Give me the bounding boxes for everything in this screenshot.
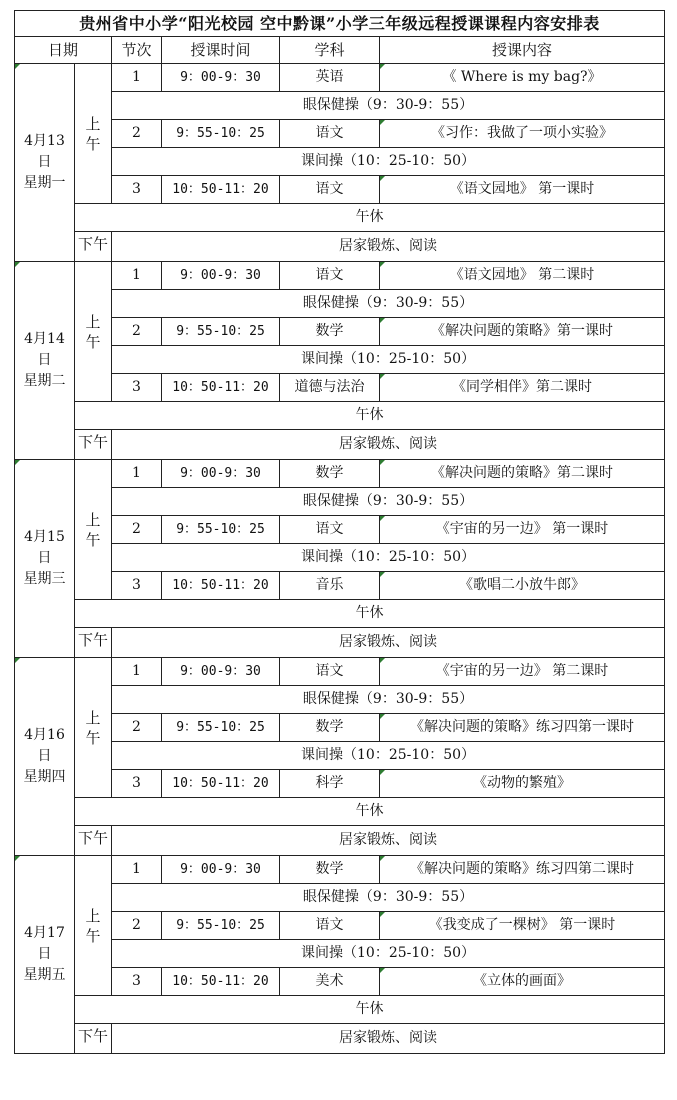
lesson-row — [15, 120, 665, 148]
period-number: 1 — [112, 856, 162, 884]
eye-exercise-row — [15, 290, 665, 318]
afternoon-activity: 居家锻炼、阅读 — [112, 1024, 665, 1054]
date-line: 日 — [37, 352, 52, 368]
date-line: 星期一 — [23, 175, 66, 191]
period-number: 1 — [112, 262, 162, 290]
lesson-content: 《动物的繁殖》 — [380, 770, 665, 798]
lesson-time: 9：55-10：25 — [162, 120, 280, 148]
afternoon-activity: 居家锻炼、阅读 — [112, 232, 665, 262]
afternoon-label: 下午 — [75, 1024, 112, 1054]
morning-label — [75, 460, 112, 600]
noon-rest-label: 午休 — [75, 402, 665, 430]
lesson-content: 《歌唱二小放牛郎》 — [380, 572, 665, 600]
afternoon-label: 下午 — [75, 628, 112, 658]
lesson-content: 《 Where is my bag?》 — [380, 64, 665, 92]
lesson-row — [15, 460, 665, 488]
eye-exercise-label: 眼保健操（9：30-9：55） — [112, 686, 665, 714]
lesson-row — [15, 658, 665, 686]
date-cell — [15, 460, 75, 658]
afternoon-activity: 居家锻炼、阅读 — [112, 628, 665, 658]
date-line: 4月14 — [24, 331, 65, 347]
lesson-content: 《解决问题的策略》练习四第二课时 — [380, 856, 665, 884]
noon-rest-label: 午休 — [75, 600, 665, 628]
eye-exercise-label: 眼保健操（9：30-9：55） — [112, 884, 665, 912]
morning-label — [75, 64, 112, 204]
lesson-subject: 数学 — [280, 714, 380, 742]
lesson-subject: 美术 — [280, 968, 380, 996]
date-line: 星期三 — [23, 571, 66, 587]
lesson-row — [15, 262, 665, 290]
morning-char: 午 — [85, 728, 101, 747]
date-cell — [15, 64, 75, 262]
lesson-subject: 语文 — [280, 516, 380, 544]
lesson-subject: 数学 — [280, 460, 380, 488]
date-cell — [15, 856, 75, 1054]
date-line: 日 — [37, 748, 52, 764]
lesson-time: 9：00-9：30 — [162, 64, 280, 92]
date-line: 星期四 — [23, 769, 66, 785]
lesson-time: 9：00-9：30 — [162, 658, 280, 686]
lesson-time: 9：00-9：30 — [162, 262, 280, 290]
lesson-row — [15, 176, 665, 204]
lesson-content: 《解决问题的策略》第二课时 — [380, 460, 665, 488]
lesson-row — [15, 770, 665, 798]
morning-char: 上 — [85, 114, 101, 133]
lesson-row — [15, 64, 665, 92]
eye-exercise-label: 眼保健操（9：30-9：55） — [112, 290, 665, 318]
eye-exercise-label: 眼保健操（9：30-9：55） — [112, 488, 665, 516]
noon-rest-row — [15, 402, 665, 430]
header-subject: 学科 — [280, 37, 380, 64]
lesson-content: 《语文园地》 第一课时 — [380, 176, 665, 204]
morning-label — [75, 658, 112, 798]
lesson-content: 《同学相伴》第二课时 — [380, 374, 665, 402]
date-cell — [15, 658, 75, 856]
lesson-subject: 道德与法治 — [280, 374, 380, 402]
lesson-time: 10：50-11：20 — [162, 572, 280, 600]
date-line: 星期二 — [23, 373, 66, 389]
break-exercise-label: 课间操（10：25-10：50） — [112, 544, 665, 572]
lesson-subject: 语文 — [280, 912, 380, 940]
afternoon-row — [15, 826, 665, 856]
break-exercise-row — [15, 346, 665, 374]
header-content: 授课内容 — [380, 37, 665, 64]
period-number: 3 — [112, 374, 162, 402]
lesson-row — [15, 856, 665, 884]
noon-rest-row — [15, 798, 665, 826]
lesson-subject: 英语 — [280, 64, 380, 92]
morning-label — [75, 262, 112, 402]
lesson-time: 10：50-11：20 — [162, 770, 280, 798]
afternoon-label: 下午 — [75, 826, 112, 856]
morning-char: 午 — [85, 134, 101, 153]
break-exercise-row — [15, 544, 665, 572]
morning-char: 午 — [85, 332, 101, 351]
noon-rest-label: 午休 — [75, 204, 665, 232]
eye-exercise-row — [15, 686, 665, 714]
header-time: 授课时间 — [162, 37, 280, 64]
period-number: 2 — [112, 318, 162, 346]
morning-char: 上 — [85, 312, 101, 331]
date-line: 4月16 — [24, 727, 65, 743]
period-number: 3 — [112, 968, 162, 996]
lesson-subject: 音乐 — [280, 572, 380, 600]
lesson-row — [15, 968, 665, 996]
morning-label — [75, 856, 112, 996]
lesson-content: 《解决问题的策略》练习四第一课时 — [380, 714, 665, 742]
morning-char: 午 — [85, 530, 101, 549]
morning-char: 上 — [85, 708, 101, 727]
lesson-subject: 数学 — [280, 856, 380, 884]
lesson-time: 9：55-10：25 — [162, 714, 280, 742]
date-cell — [15, 262, 75, 460]
eye-exercise-row — [15, 884, 665, 912]
afternoon-row — [15, 628, 665, 658]
date-line: 4月13 — [24, 133, 65, 149]
lesson-time: 9：55-10：25 — [162, 516, 280, 544]
morning-char: 午 — [85, 926, 101, 945]
period-number: 2 — [112, 714, 162, 742]
lesson-content: 《解决问题的策略》第一课时 — [380, 318, 665, 346]
lesson-time: 10：50-11：20 — [162, 968, 280, 996]
lesson-row — [15, 318, 665, 346]
morning-char: 上 — [85, 906, 101, 925]
date-line: 日 — [37, 946, 52, 962]
period-number: 2 — [112, 516, 162, 544]
lesson-subject: 科学 — [280, 770, 380, 798]
lesson-subject: 数学 — [280, 318, 380, 346]
break-exercise-label: 课间操（10：25-10：50） — [112, 148, 665, 176]
lesson-time: 10：50-11：20 — [162, 176, 280, 204]
afternoon-activity: 居家锻炼、阅读 — [112, 430, 665, 460]
lesson-time: 9：55-10：25 — [162, 318, 280, 346]
lesson-time: 9：00-9：30 — [162, 460, 280, 488]
header-date: 日期 — [15, 37, 112, 64]
lesson-time: 9：55-10：25 — [162, 912, 280, 940]
date-line: 4月15 — [24, 529, 65, 545]
lesson-subject: 语文 — [280, 176, 380, 204]
break-exercise-label: 课间操（10：25-10：50） — [112, 346, 665, 374]
eye-exercise-label: 眼保健操（9：30-9：55） — [112, 92, 665, 120]
page-title: 贵州省中小学“阳光校园 空中黔课”小学三年级远程授课课程内容安排表 — [15, 11, 665, 37]
lesson-row — [15, 714, 665, 742]
break-exercise-row — [15, 742, 665, 770]
period-number: 2 — [112, 120, 162, 148]
lesson-content: 《习作：我做了一项小实验》 — [380, 120, 665, 148]
header-period-no: 节次 — [112, 37, 162, 64]
date-line: 4月17 — [24, 925, 65, 941]
period-number: 1 — [112, 64, 162, 92]
eye-exercise-row — [15, 488, 665, 516]
noon-rest-row — [15, 600, 665, 628]
eye-exercise-row — [15, 92, 665, 120]
afternoon-row — [15, 232, 665, 262]
lesson-row — [15, 374, 665, 402]
lesson-row — [15, 516, 665, 544]
lesson-row — [15, 912, 665, 940]
break-exercise-row — [15, 940, 665, 968]
noon-rest-row — [15, 204, 665, 232]
afternoon-activity: 居家锻炼、阅读 — [112, 826, 665, 856]
date-line: 日 — [37, 550, 52, 566]
break-exercise-label: 课间操（10：25-10：50） — [112, 742, 665, 770]
lesson-content: 《语文园地》 第二课时 — [380, 262, 665, 290]
afternoon-row — [15, 430, 665, 460]
lesson-subject: 语文 — [280, 262, 380, 290]
noon-rest-row — [15, 996, 665, 1024]
break-exercise-row — [15, 148, 665, 176]
period-number: 1 — [112, 460, 162, 488]
period-number: 3 — [112, 572, 162, 600]
period-number: 1 — [112, 658, 162, 686]
lesson-content: 《我变成了一棵树》 第一课时 — [380, 912, 665, 940]
date-line: 日 — [37, 154, 52, 170]
morning-char: 上 — [85, 510, 101, 529]
schedule-table — [14, 10, 665, 1054]
afternoon-row — [15, 1024, 665, 1054]
lesson-content: 《宇宙的另一边》 第二课时 — [380, 658, 665, 686]
lesson-subject: 语文 — [280, 120, 380, 148]
period-number: 3 — [112, 770, 162, 798]
lesson-content: 《立体的画面》 — [380, 968, 665, 996]
period-number: 2 — [112, 912, 162, 940]
afternoon-label: 下午 — [75, 232, 112, 262]
lesson-time: 9：00-9：30 — [162, 856, 280, 884]
lesson-time: 10：50-11：20 — [162, 374, 280, 402]
lesson-content: 《宇宙的另一边》 第一课时 — [380, 516, 665, 544]
lesson-row — [15, 572, 665, 600]
noon-rest-label: 午休 — [75, 798, 665, 826]
header-row — [15, 37, 665, 64]
break-exercise-label: 课间操（10：25-10：50） — [112, 940, 665, 968]
noon-rest-label: 午休 — [75, 996, 665, 1024]
lesson-subject: 语文 — [280, 658, 380, 686]
date-line: 星期五 — [23, 967, 66, 983]
period-number: 3 — [112, 176, 162, 204]
afternoon-label: 下午 — [75, 430, 112, 460]
